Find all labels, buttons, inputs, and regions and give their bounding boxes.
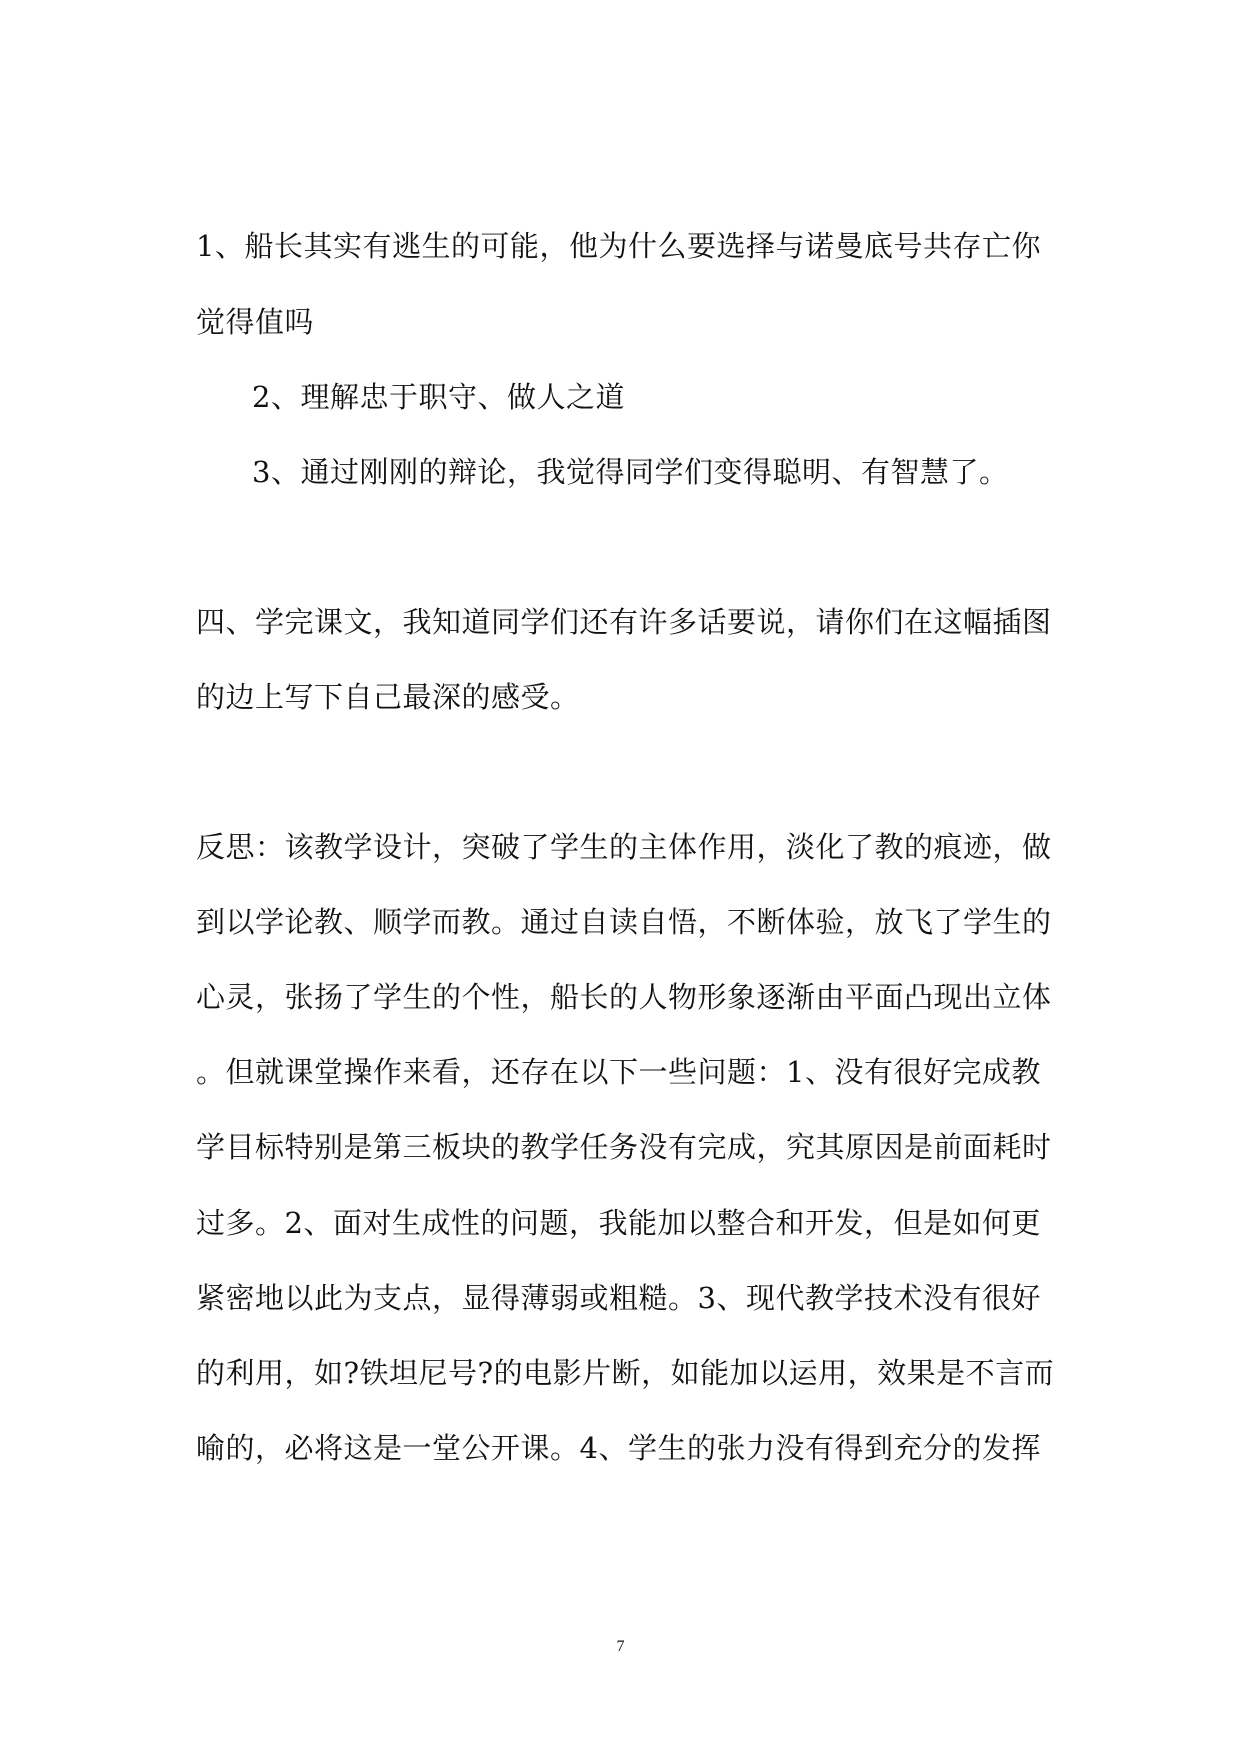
text-line: 紧密地以此为支点，显得薄弱或粗糙。3、现代教学技术没有很好 [196,1281,1041,1315]
text-line: 觉得值吗 [196,305,315,339]
text-line: 心灵，张扬了学生的个性，船长的人物形象逐渐由平面凸现出立体 [196,980,1052,1014]
text-line: 。但就课堂操作来看，还存在以下一些问题：1、没有很好完成教 [196,1055,1041,1089]
text-line: 1、船长其实有逃生的可能，他为什么要选择与诺曼底号共存亡你 [196,229,1041,263]
text-line: 四、学完课文，我知道同学们还有许多话要说，请你们在这幅插图 [196,605,1052,639]
text-line: 喻的，必将这是一堂公开课。4、学生的张力没有得到充分的发挥 [196,1431,1041,1465]
text-line: 的边上写下自己最深的感受。 [196,680,580,714]
text-line: 反思：该教学设计，突破了学生的主体作用，淡化了教的痕迹，做 [196,830,1052,864]
text-line: 的利用，如?铁坦尼号?的电影片断，如能加以运用，效果是不言而 [196,1356,1055,1390]
text-line: 3、通过刚刚的辩论，我觉得同学们变得聪明、有智慧了。 [252,455,1009,489]
text-line: 到以学论教、顺学而教。通过自读自悟，不断体验，放飞了学生的 [196,905,1052,939]
text-line: 学目标特别是第三板块的教学任务没有完成，究其原因是前面耗时 [196,1130,1052,1164]
page-number: 7 [616,1638,625,1655]
text-line: 2、理解忠于职守、做人之道 [252,380,625,414]
text-line: 过多。2、面对生成性的问题，我能加以整合和开发，但是如何更 [196,1206,1041,1240]
